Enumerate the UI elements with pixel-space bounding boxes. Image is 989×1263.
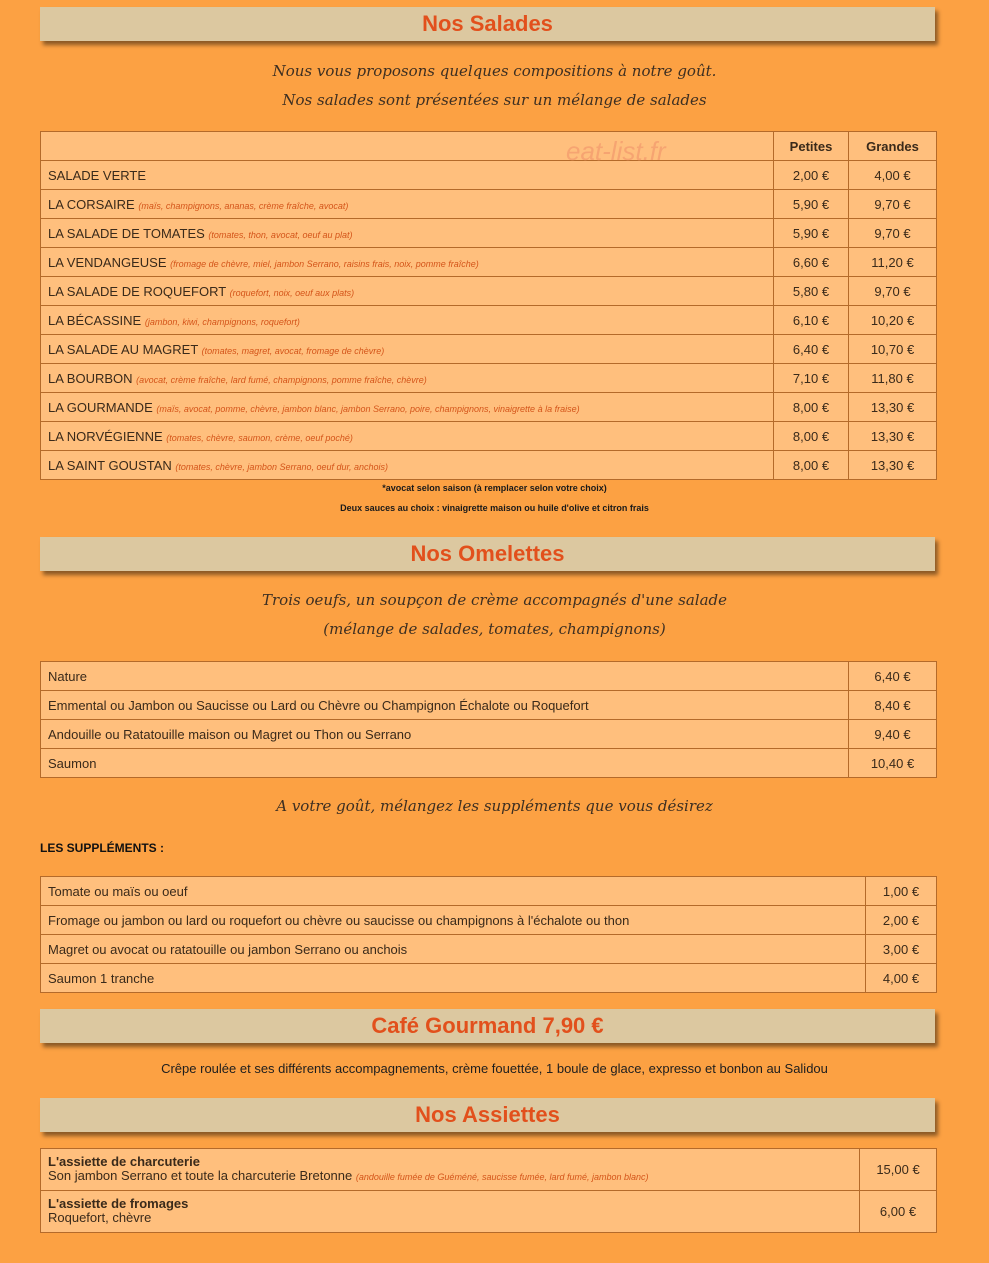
price-small: 2,00 €	[774, 161, 849, 190]
supplements-title: LES SUPPLÉMENTS :	[40, 841, 165, 855]
price-large: 13,30 €	[849, 393, 937, 422]
item-name: LA SALADE DE TOMATES	[48, 225, 205, 241]
item-desc: (tomates, magret, avocat, fromage de chèvre)	[201, 345, 385, 356]
omelettes-section-title: Nos Omelettes	[40, 537, 935, 571]
price-small: 5,90 €	[774, 190, 849, 219]
item-desc: (avocat, crème fraîche, lard fumé, champignons, pomme fraîche, chèvre)	[136, 374, 427, 385]
price-large: 9,70 €	[849, 277, 937, 306]
price-small: 8,00 €	[774, 422, 849, 451]
table-row	[41, 1191, 937, 1233]
table-row	[41, 248, 937, 277]
item-desc: (maïs, champignons, ananas, crème fraîche, avocat)	[138, 200, 349, 211]
item-desc: (tomates, chèvre, saumon, crème, oeuf poché)	[166, 432, 353, 443]
item-price: 6,00 €	[860, 1191, 937, 1233]
item-name: LA GOURMANDE	[48, 399, 153, 415]
item-name: Emmental ou Jambon ou Saucisse ou Lard ou Chèvre ou Champignon Échalote ou Roquefort	[41, 691, 849, 720]
price-small: 5,90 €	[774, 219, 849, 248]
salades-note-avocat: *avocat selon saison (à remplacer selon votre choix)	[382, 483, 607, 493]
item-desc: (tomates, chèvre, jambon Serrano, oeuf dur, anchois)	[175, 461, 389, 472]
price-small: 8,00 €	[774, 393, 849, 422]
item-name: LA NORVÉGIENNE	[48, 428, 163, 444]
item-price: 1,00 €	[866, 877, 937, 906]
item-price: 4,00 €	[866, 964, 937, 993]
table-row	[41, 190, 937, 219]
table-row	[41, 906, 937, 935]
item-name: LA SAINT GOUSTAN	[48, 457, 172, 473]
table-row	[41, 277, 937, 306]
price-large: 11,80 €	[849, 364, 937, 393]
item-name: Saumon	[41, 749, 849, 778]
item-price: 10,40 €	[849, 749, 937, 778]
item-desc: (tomates, thon, avocat, oeuf au plat)	[208, 229, 353, 240]
item-subtitle: Roquefort, chèvre	[48, 1210, 152, 1225]
supplements-table	[40, 876, 937, 993]
table-row	[41, 1149, 937, 1191]
item-name: Tomate ou maïs ou oeuf	[41, 877, 866, 906]
assiettes-section-title: Nos Assiettes	[40, 1098, 935, 1132]
price-large: 9,70 €	[849, 219, 937, 248]
price-large: 10,20 €	[849, 306, 937, 335]
salades-table	[40, 131, 937, 480]
item-name: LA SALADE AU MAGRET	[48, 341, 199, 357]
salades-note-sauces: Deux sauces au choix : vinaigrette maison ou huile d'olive et citron frais	[340, 503, 649, 513]
price-small: 6,60 €	[774, 248, 849, 277]
table-row	[41, 877, 937, 906]
item-price: 3,00 €	[866, 935, 937, 964]
salades-section-title: Nos Salades	[40, 7, 935, 41]
item-name: LA VENDANGEUSE	[48, 254, 167, 270]
omelettes-intro-line2: (mélange de salades, tomates, champignons)	[323, 620, 666, 638]
item-desc: (maïs, avocat, pomme, chèvre, jambon blanc, jambon Serrano, poire, champignons, vinaigrette à la fraise)	[156, 403, 580, 414]
table-row	[41, 749, 937, 778]
price-large: 4,00 €	[849, 161, 937, 190]
item-name: LA SALADE DE ROQUEFORT	[48, 283, 226, 299]
table-row	[41, 219, 937, 248]
price-large: 11,20 €	[849, 248, 937, 277]
cafe-section-title: Café Gourmand 7,90 €	[40, 1009, 935, 1043]
salades-col-large: Grandes	[849, 132, 937, 161]
table-row	[41, 161, 937, 190]
salades-intro-line2: Nos salades sont présentées sur un mélange de salades	[282, 91, 707, 109]
item-desc: (jambon, kiwi, champignons, roquefort)	[144, 316, 300, 327]
item-name: LA BOURBON	[48, 370, 133, 386]
item-price: 2,00 €	[866, 906, 937, 935]
table-row	[41, 393, 937, 422]
price-small: 6,10 €	[774, 306, 849, 335]
item-desc: (fromage de chèvre, miel, jambon Serrano, raisins frais, noix, pomme fraîche)	[170, 258, 479, 269]
item-name: Magret ou avocat ou ratatouille ou jambon Serrano ou anchois	[41, 935, 866, 964]
omelettes-table	[40, 661, 937, 778]
table-row	[41, 720, 937, 749]
item-title: L'assiette de charcuterie	[48, 1154, 200, 1169]
price-large: 13,30 €	[849, 422, 937, 451]
item-price: 9,40 €	[849, 720, 937, 749]
table-row	[41, 964, 937, 993]
omelettes-tagline: A votre goût, mélangez les suppléments que vous désirez	[276, 797, 713, 815]
item-desc: (andouille fumée de Guéméné, saucisse fumée, lard fumé, jambon blanc)	[355, 1172, 649, 1182]
assiettes-table	[40, 1148, 937, 1233]
item-name: Nature	[41, 662, 849, 691]
price-large: 13,30 €	[849, 451, 937, 480]
item-price: 15,00 €	[860, 1149, 937, 1191]
table-row	[41, 935, 937, 964]
price-small: 8,00 €	[774, 451, 849, 480]
table-row	[41, 662, 937, 691]
salades-header-blank	[41, 132, 774, 161]
omelettes-intro-line1: Trois oeufs, un soupçon de crème accompagnés d'une salade	[261, 591, 728, 609]
table-row	[41, 691, 937, 720]
cafe-description: Crêpe roulée et ses différents accompagnements, crème fouettée, 1 boule de glace, expresso et bonbon au Salidou	[161, 1061, 828, 1076]
item-name: Saumon 1 tranche	[41, 964, 866, 993]
item-subtitle: Son jambon Serrano et toute la charcuterie Bretonne	[48, 1168, 353, 1183]
price-large: 9,70 €	[849, 190, 937, 219]
watermark: eat-list.fr	[566, 136, 666, 166]
salades-col-small: Petites	[774, 132, 849, 161]
item-title: L'assiette de fromages	[48, 1196, 189, 1211]
table-row	[41, 335, 937, 364]
item-price: 6,40 €	[849, 662, 937, 691]
table-row	[41, 422, 937, 451]
item-name: LA BÉCASSINE	[48, 312, 142, 328]
table-row	[41, 451, 937, 480]
price-small: 6,40 €	[774, 335, 849, 364]
item-name: LA CORSAIRE	[48, 196, 135, 212]
item-name: Fromage ou jambon ou lard ou roquefort ou chèvre ou saucisse ou champignons à l'échalote ou thon	[41, 906, 866, 935]
table-row	[41, 364, 937, 393]
item-desc: (roquefort, noix, oeuf aux plats)	[229, 287, 355, 298]
price-large: 10,70 €	[849, 335, 937, 364]
table-row	[41, 306, 937, 335]
price-small: 7,10 €	[774, 364, 849, 393]
item-price: 8,40 €	[849, 691, 937, 720]
item-name: SALADE VERTE	[48, 167, 147, 183]
salades-header-row	[41, 132, 937, 161]
price-small: 5,80 €	[774, 277, 849, 306]
salades-intro-line1: Nous vous proposons quelques compositions à notre goût.	[272, 62, 717, 80]
item-name: Andouille ou Ratatouille maison ou Magret ou Thon ou Serrano	[41, 720, 849, 749]
